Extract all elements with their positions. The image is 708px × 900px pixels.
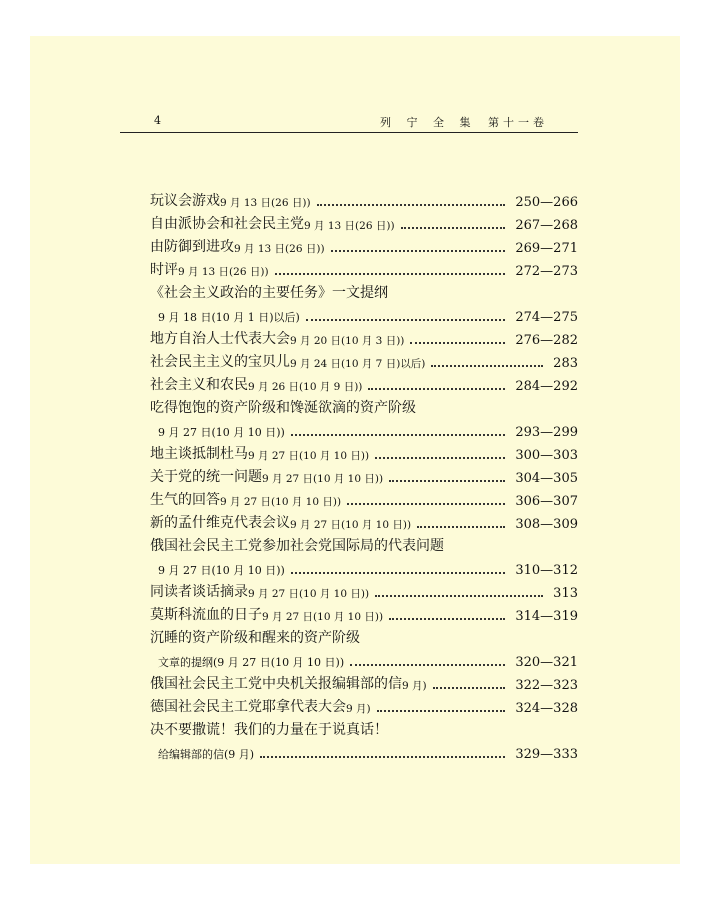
entry-title: 由防御到进攻 <box>150 239 234 255</box>
toc-entry <box>150 693 578 716</box>
entry-subtitle: 文章的提纲(9 月 27 日(10 月 10 日)) <box>158 656 345 669</box>
entry-title: 德国社会民主工党耶拿代表大会 <box>150 699 346 715</box>
leader-dots <box>291 434 506 436</box>
toc-entry <box>150 509 578 532</box>
page-range: 283 <box>553 356 578 371</box>
entry-date: 9 月 27 日(10 月 10 日)) <box>220 496 342 508</box>
entry-title: 关于党的统一问题 <box>150 469 262 485</box>
entry-date: 9 月 24 日(10 月 7 日)以后) <box>290 358 426 370</box>
entry-date: 9 月 27 日(10 月 10 日)) <box>262 611 384 623</box>
entry-title: 时评 <box>150 262 178 278</box>
toc-entry <box>150 463 578 486</box>
toc-entry-detail <box>150 647 578 670</box>
toc-entry-detail <box>150 417 578 440</box>
leader-dots <box>417 526 505 528</box>
leader-dots <box>260 756 505 758</box>
book-title: 列 宁 全 集 <box>380 116 477 129</box>
entry-title: 沉睡的资产阶级和醒来的资产阶级 <box>150 630 360 646</box>
leader-dots <box>331 250 506 252</box>
entry-title: 生气的回答 <box>150 492 220 508</box>
entry-date: 9 月) <box>402 680 427 692</box>
entry-title: 同读者谈话摘录 <box>150 584 248 600</box>
entry-date: 9 月) <box>346 703 371 715</box>
page-range: 250—266 <box>515 195 578 210</box>
leader-dots <box>377 710 506 712</box>
toc-entry <box>150 256 578 279</box>
toc-entry <box>150 578 578 601</box>
leader-dots <box>389 480 505 482</box>
page-range: 300—303 <box>515 448 578 463</box>
toc-entry <box>150 440 578 463</box>
leader-dots <box>306 319 506 321</box>
toc-entry-detail <box>150 302 578 325</box>
toc-entry-detail <box>150 739 578 762</box>
toc-entry <box>150 325 578 348</box>
page-range: 322—323 <box>515 678 578 693</box>
page-range: 276—282 <box>515 333 578 348</box>
entry-title: 自由派协会和社会民主党 <box>150 216 304 232</box>
entry-title: 《社会主义政治的主要任务》一文提纲 <box>150 285 388 301</box>
volume-label: 第十一卷 <box>488 116 548 129</box>
leader-dots <box>410 342 505 344</box>
page-range: 329—333 <box>515 747 578 762</box>
entry-subtitle: 9 月 27 日(10 月 10 日)) <box>158 564 285 577</box>
entry-date: 9 月 26 日(10 月 9 日)) <box>248 381 363 393</box>
page-range: 284—292 <box>515 379 578 394</box>
toc-entry <box>150 601 578 624</box>
page-range: 269—271 <box>515 241 578 256</box>
leader-dots <box>401 227 506 229</box>
entry-title: 俄国社会民主工党参加社会党国际局的代表问题 <box>150 538 444 554</box>
page-range: 314—319 <box>515 609 578 624</box>
entry-title: 社会民主主义的宝贝儿 <box>150 354 290 370</box>
page-range: 320—321 <box>515 655 578 670</box>
page-range: 310—312 <box>515 563 578 578</box>
entry-date: 9 月 13 日(26 日)) <box>234 243 325 255</box>
page-range: 304—305 <box>515 471 578 486</box>
entry-title: 玩议会游戏 <box>150 193 220 209</box>
entry-date: 9 月 27 日(10 月 10 日)) <box>248 588 370 600</box>
page-range: 324—328 <box>515 701 578 716</box>
toc-entry <box>150 233 578 256</box>
entry-date: 9 月 27 日(10 月 10 日)) <box>290 519 412 531</box>
toc-entry-title <box>150 624 578 647</box>
entry-date: 9 月 27 日(10 月 10 日)) <box>262 473 384 485</box>
entry-subtitle: 9 月 27 日(10 月 10 日)) <box>158 426 285 439</box>
toc-entry-detail <box>150 555 578 578</box>
toc-entry <box>150 486 578 509</box>
toc-entry-title <box>150 532 578 555</box>
leader-dots <box>375 457 505 459</box>
leader-dots <box>350 664 505 666</box>
entry-date: 9 月 13 日(26 日)) <box>304 220 395 232</box>
table-of-contents <box>150 187 578 762</box>
leader-dots <box>291 572 506 574</box>
entry-title: 新的孟什维克代表会议 <box>150 515 290 531</box>
running-header <box>120 112 578 133</box>
entry-title: 地方自治人士代表大会 <box>150 331 290 347</box>
entry-title: 地主谈抵制杜马 <box>150 446 248 462</box>
entry-subtitle: 给编辑部的信(9 月) <box>158 748 255 761</box>
page-range: 308—309 <box>515 517 578 532</box>
toc-entry <box>150 670 578 693</box>
leader-dots <box>431 365 543 367</box>
toc-entry-title <box>150 279 578 302</box>
entry-date: 9 月 13 日(26 日)) <box>220 197 311 209</box>
toc-entry <box>150 187 578 210</box>
leader-dots <box>375 595 543 597</box>
page-range: 293—299 <box>515 425 578 440</box>
leader-dots <box>433 687 506 689</box>
leader-dots <box>368 388 505 390</box>
entry-subtitle: 9 月 18 日(10 月 1 日)以后) <box>158 311 300 324</box>
entry-title: 莫斯科流血的日子 <box>150 607 262 623</box>
entry-title: 社会主义和农民 <box>150 377 248 393</box>
entry-date: 9 月 27 日(10 月 10 日)) <box>248 450 370 462</box>
page-range: 274—275 <box>515 310 578 325</box>
toc-entry-title <box>150 394 578 417</box>
entry-date: 9 月 20 日(10 月 3 日)) <box>290 335 405 347</box>
page-range: 306—307 <box>515 494 578 509</box>
toc-entry <box>150 371 578 394</box>
entry-title: 俄国社会民主工党中央机关报编辑部的信 <box>150 676 402 692</box>
page-range: 267—268 <box>515 218 578 233</box>
toc-entry <box>150 210 578 233</box>
entry-title: 吃得饱饱的资产阶级和馋涎欲滴的资产阶级 <box>150 400 416 416</box>
toc-entry-title <box>150 716 578 739</box>
leader-dots <box>275 273 506 275</box>
page-range: 272—273 <box>515 264 578 279</box>
toc-entry <box>150 348 578 371</box>
leader-dots <box>347 503 505 505</box>
entry-title: 决不要撒谎！我们的力量在于说真话！ <box>150 722 388 738</box>
entry-date: 9 月 13 日(26 日)) <box>178 266 269 278</box>
page-range: 313 <box>553 586 578 601</box>
leader-dots <box>317 204 506 206</box>
leader-dots <box>389 618 505 620</box>
page-number: 4 <box>154 114 161 127</box>
